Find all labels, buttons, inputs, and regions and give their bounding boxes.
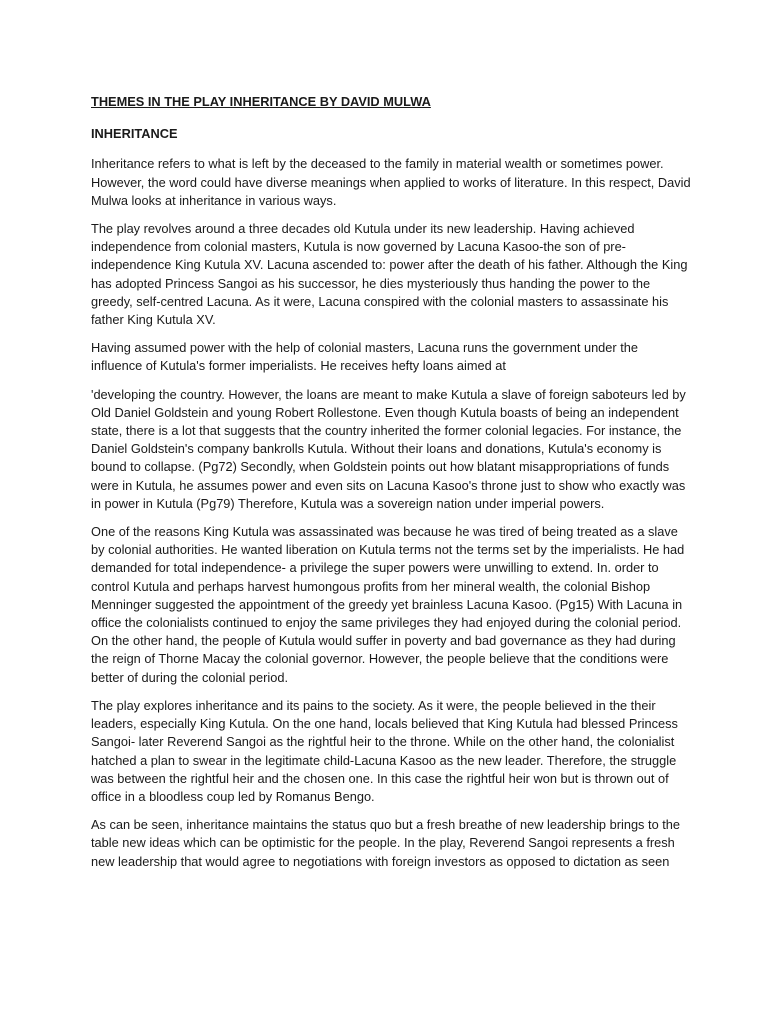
paragraph-inheritance-pains: The play explores inheritance and its pains to the society. As it were, the people believed in the their leaders, especially King Kutula. On the one hand, locals believed that King Kutula had blessed Princess Sangoi- later Reverend Sangoi as the rightful heir to the throne. While on the other hand, the colonialist hatched a plan to swear in the legitimate child-Lacuna Kasoo as the new leader. Therefore, the struggle was between the rightful heir and the chosen one. In this case the rightful heir won but is thrown out of office in a bloodless coup led by Romanus Bengo.: [91, 697, 678, 804]
document-body: [91, 93, 691, 881]
paragraph-assassination: One of the reasons King Kutula was assassinated was because he was tired of being treated as a slave by colonial authorities. He wanted liberation on Kutula terms not the terms set by the imperialists. He had demanded for total independence- a privilege the super powers were unwilling to extend. In. order to control Kutula and perhaps harvest humongous profits from her mineral wealth, the colonial Bishop Menninger suggested the appointment of the greedy yet brainless Lacuna Kasoo. (Pg15) With Lacuna in office the colonialists continued to enjoy the same privileges they had enjoyed during the colonial period. On the other hand, the people of Kutula would suffer in poverty and bad governance as they had during the reign of Thorne Macay the colonial governor. However, the people believe that the conditions were better of during the colonial period.: [91, 524, 685, 685]
paragraph-colonial-influence: Having assumed power with the help of colonial masters, Lacuna runs the government under the influence of Kutula's former imperialists. He receives hefty loans aimed at: [91, 340, 639, 374]
paragraph-new-leadership: As can be seen, inheritance maintains the status quo but a fresh breathe of new leadership brings to the table new ideas which can be optimistic for the people. In the play, Reverend Sangoi represents a fresh new leadership that would agree to negotiations with foreign investors as opposed to dictation as seen: [91, 817, 681, 869]
paragraph-plot: The play revolves around a three decades old Kutula under its new leadership. Having achieved independence from colonial masters, Kutula is now governed by Lacuna Kasoo-the son of pre-independence King Kutula XV. Lacuna ascended to: power after the death of his father. Although the King has adopted Princess Sangoi as his successor, he dies mysteriously thus handing the power to the greedy, self-centred Lacuna. As it were, Lacuna conspired with the colonial masters to assassinate his father King Kutula XV.: [91, 221, 688, 328]
paragraph-loans: 'developing the country. However, the loans are meant to make Kutula a slave of foreign saboteurs led by Old Daniel Goldstein and young Robert Rollestone. Even though Kutula boasts of being an independent state, there is a lot that suggests that the country inherited the former colonial legacies. For instance, the Daniel Goldstein's company bankrolls Kutula. Without their loans and donations, Kutula's economy is bound to collapse. (Pg72) Secondly, when Goldstein points out how blatant misappropriations of funds were in Kutula, he assumes power and even sits on Lacuna Kasoo's throne just to show who exactly was in power in Kutula (Pg79) Therefore, Kutula was a sovereign nation under imperial powers.: [91, 386, 686, 511]
section-heading: INHERITANCE: [91, 126, 178, 142]
paragraph-definition: Inheritance refers to what is left by the deceased to the family in material wealth or sometimes power. However, the word could have diverse meanings when applied to works of literature. In this respect, David Mulwa looks at inheritance in various ways.: [91, 156, 691, 208]
document-title: THEMES IN THE PLAY INHERITANCE BY DAVID MULWA: [91, 94, 431, 109]
